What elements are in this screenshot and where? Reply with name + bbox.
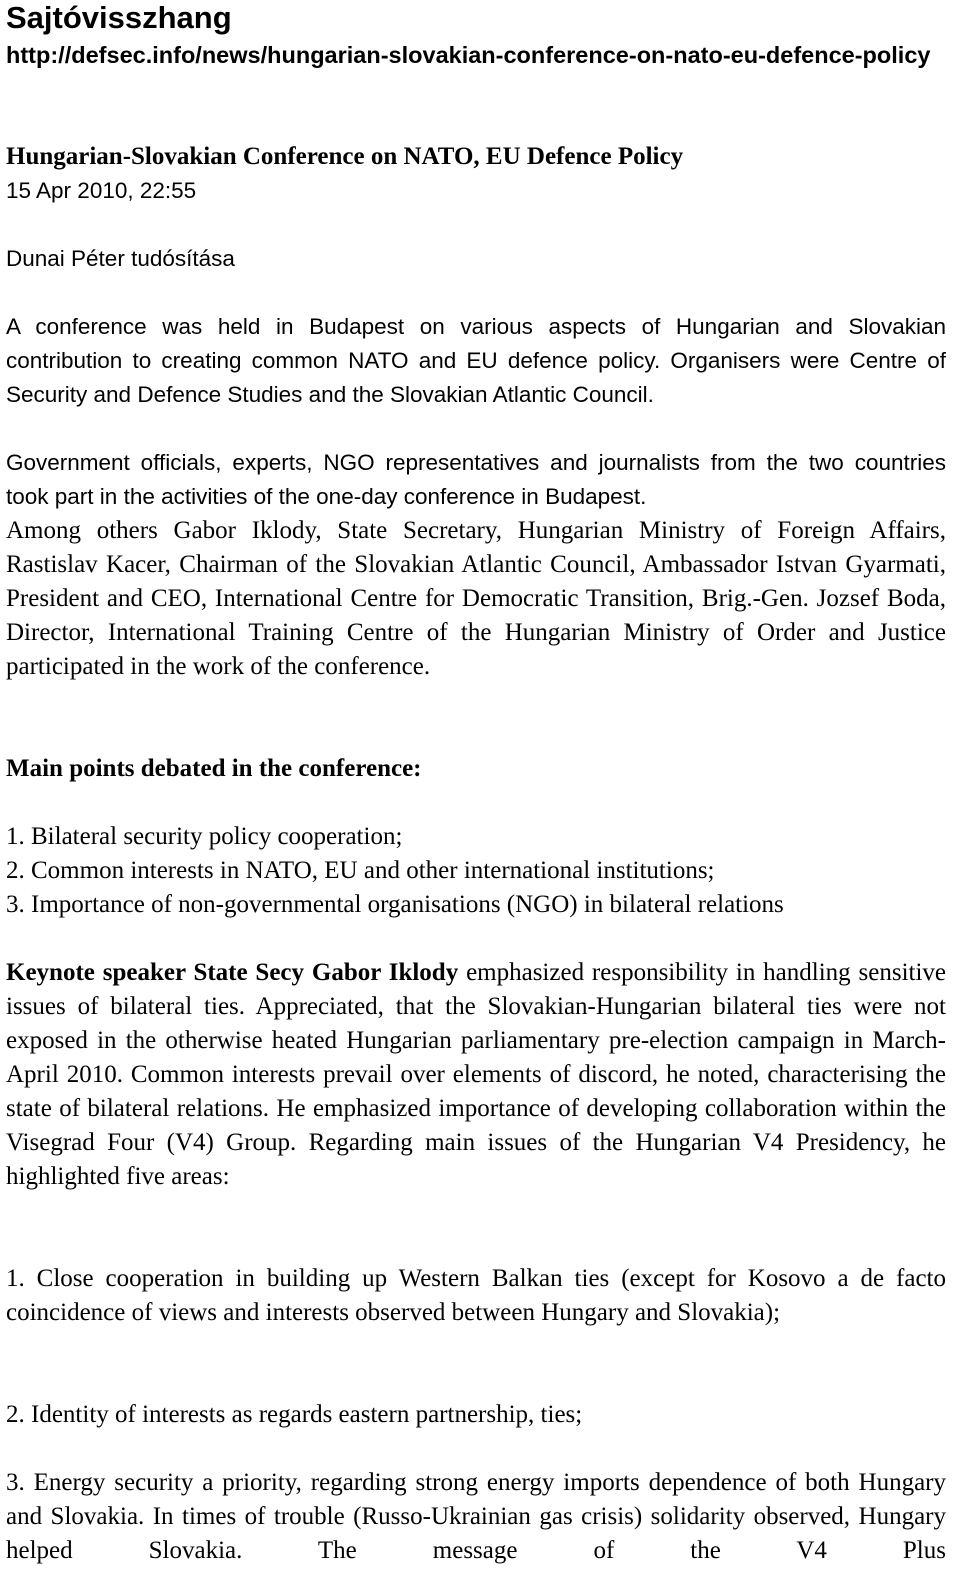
area-item: 3. Energy security a priority, regarding strong energy imports dependence of both Hungary and Slovakia. In times of trouble (Russo-Ukrainian gas crisis) solidarity observed, Hungary helped Slovakia. The message of the V4 Plus bbox=[6, 1469, 946, 1564]
keynote-paragraph bbox=[6, 956, 946, 1194]
participants-paragraph-2: Among others Gabor Iklody, State Secretary, Hungarian Ministry of Foreign Affairs, Rastislav Kacer, Chairman of the Slovakian Atlantic Council, Ambassador Istvan Gyarmati, President and CEO, International Centre for Democratic Transition, Brig.-Gen. Jozsef Boda, Director, International Training Centre of the Hungarian Ministry of Order and Justice participated in the work of the conference. bbox=[6, 517, 946, 680]
intro-paragraph: A conference was held in Budapest on various aspects of Hungarian and Slovakian contribution to creating common NATO and EU defence policy. Organisers were Centre of Security and Defence Studies and the Slovakian Atlantic Council. bbox=[6, 314, 946, 407]
keynote-text: emphasized responsibility in handling sensitive issues of bilateral ties. Appreciated, that the Slovakian-Hungarian bilateral ties were not exposed in the otherwise heated Hungarian parliamentary pre-election campaign in March-April 2010. Common interests prevail over elements of discord, he noted, characterising the state of bilateral relations. He emphasized importance of developing collaboration within the Visegrad Four (V4) Group. Regarding main issues of the Hungarian V4 Presidency, he highlighted five areas: bbox=[6, 959, 946, 1190]
area-item: 2. Identity of interests as regards eastern partnership, ties; bbox=[6, 1401, 583, 1428]
area-item: 1. Close cooperation in building up Western Balkan ties (except for Kosovo a de facto coincidence of views and interests observed between Hungary and Slovakia); bbox=[6, 1265, 946, 1326]
list-item: 1. Bilateral security policy cooperation; bbox=[6, 823, 403, 850]
main-points-heading: Main points debated in the conference: bbox=[6, 755, 422, 782]
list-item: 3. Importance of non-governmental organisations (NGO) in bilateral relations bbox=[6, 891, 784, 918]
main-points-list bbox=[6, 820, 946, 922]
page-header-title: Sajtóvisszhang bbox=[6, 0, 232, 35]
keynote-speaker: Keynote speaker State Secy Gabor Iklody bbox=[6, 959, 459, 986]
source-url[interactable]: http://defsec.info/news/hungarian-slovakian-conference-on-nato-eu-defence-policy bbox=[6, 42, 931, 68]
article-headline: Hungarian-Slovakian Conference on NATO, EU Defence Policy bbox=[6, 143, 684, 170]
article-byline: Dunai Péter tudósítása bbox=[6, 246, 235, 271]
list-item: 2. Common interests in NATO, EU and other international institutions; bbox=[6, 857, 715, 884]
participants-paragraph-1: Government officials, experts, NGO representatives and journalists from the two countries took part in the activities of the one-day conference in Budapest. bbox=[6, 450, 946, 509]
article-datetime: 15 Apr 2010, 22:55 bbox=[6, 178, 197, 203]
